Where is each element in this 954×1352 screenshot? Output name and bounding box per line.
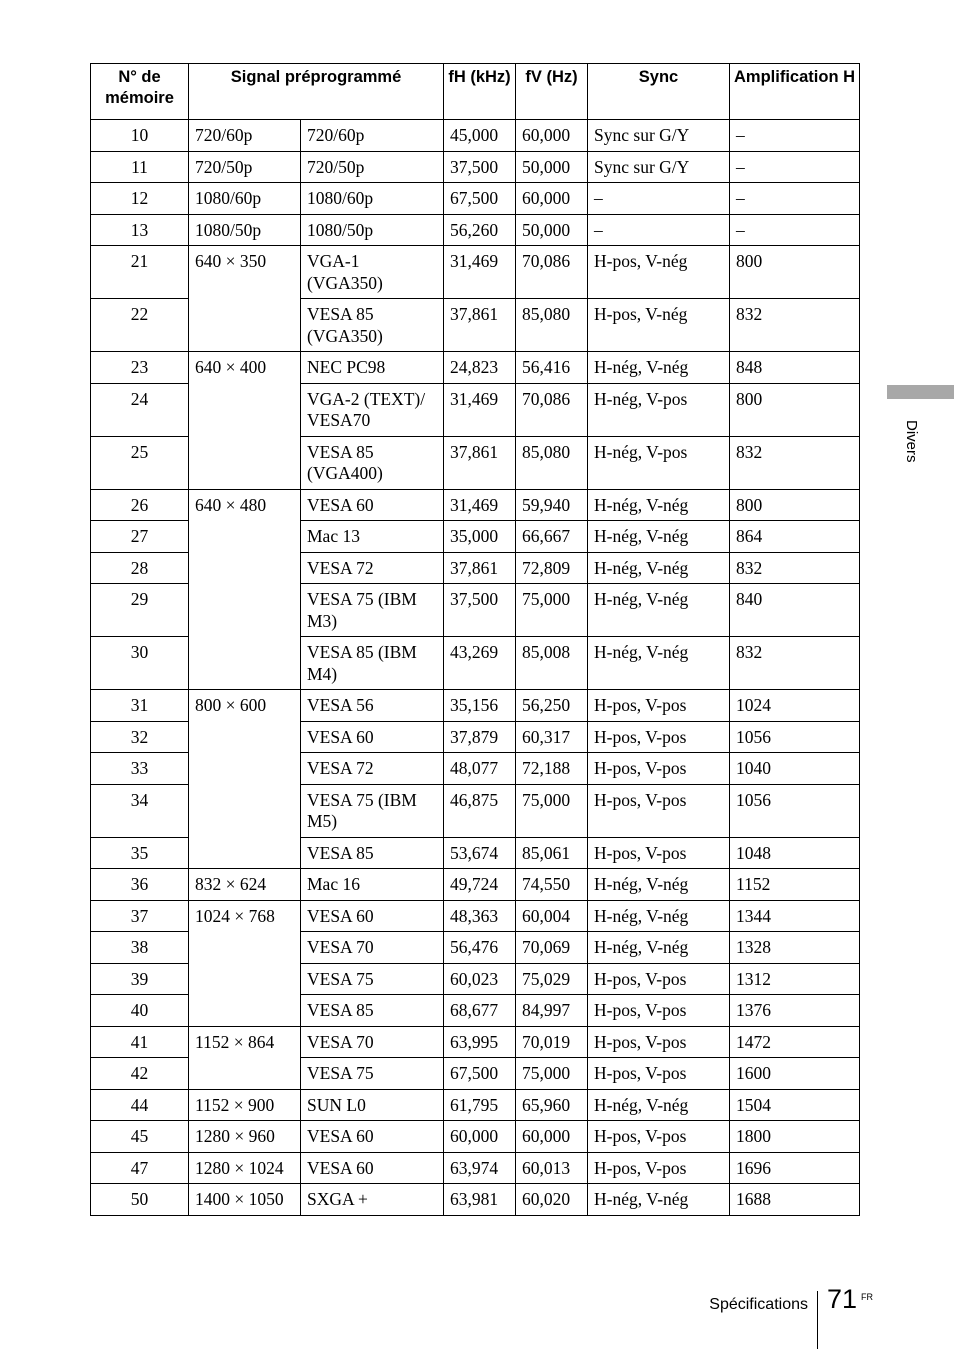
sync-cell: H-nég, V-nég bbox=[588, 352, 730, 384]
signal-name-cell: 1080/60p bbox=[301, 183, 444, 215]
resolution-cell bbox=[189, 521, 301, 553]
memory-number-cell: 29 bbox=[91, 584, 189, 637]
signal-name-cell: VESA 75 bbox=[301, 1058, 444, 1090]
fv-cell: 50,000 bbox=[516, 151, 588, 183]
resolution-cell: 1152 × 900 bbox=[189, 1089, 301, 1121]
memory-number-cell: 44 bbox=[91, 1089, 189, 1121]
fv-cell: 75,000 bbox=[516, 1058, 588, 1090]
table-row bbox=[91, 521, 860, 553]
memory-number-cell: 32 bbox=[91, 721, 189, 753]
memory-number-cell: 41 bbox=[91, 1026, 189, 1058]
fh-cell: 63,974 bbox=[444, 1152, 516, 1184]
fv-cell: 70,019 bbox=[516, 1026, 588, 1058]
fh-cell: 60,000 bbox=[444, 1121, 516, 1153]
amplification-cell: 1056 bbox=[730, 784, 860, 837]
sync-cell: H-nég, V-nég bbox=[588, 1184, 730, 1216]
sync-cell: H-pos, V-nég bbox=[588, 246, 730, 299]
signal-name-cell: VESA 72 bbox=[301, 753, 444, 785]
footer-section: Spécifications bbox=[709, 1296, 808, 1313]
amplification-cell: 1688 bbox=[730, 1184, 860, 1216]
header-amp: Amplification H bbox=[730, 64, 860, 120]
page-language: FR bbox=[861, 1292, 873, 1302]
signal-name-cell: VESA 75 bbox=[301, 963, 444, 995]
resolution-cell: 640 × 480 bbox=[189, 489, 301, 521]
amplification-cell: – bbox=[730, 214, 860, 246]
amplification-cell: 1040 bbox=[730, 753, 860, 785]
table-row bbox=[91, 1026, 860, 1058]
sync-cell: H-pos, V-pos bbox=[588, 1121, 730, 1153]
sync-cell: H-pos, V-pos bbox=[588, 995, 730, 1027]
fv-cell: 72,188 bbox=[516, 753, 588, 785]
signal-name-cell: VESA 70 bbox=[301, 932, 444, 964]
amplification-cell: 800 bbox=[730, 489, 860, 521]
fv-cell: 85,080 bbox=[516, 299, 588, 352]
table-row bbox=[91, 900, 860, 932]
amplification-cell: 1328 bbox=[730, 932, 860, 964]
memory-number-cell: 42 bbox=[91, 1058, 189, 1090]
resolution-cell: 800 × 600 bbox=[189, 690, 301, 722]
resolution-cell bbox=[189, 1058, 301, 1090]
table-row bbox=[91, 753, 860, 785]
resolution-cell bbox=[189, 299, 301, 352]
fv-cell: 50,000 bbox=[516, 214, 588, 246]
memory-number-cell: 11 bbox=[91, 151, 189, 183]
memory-number-cell: 37 bbox=[91, 900, 189, 932]
signal-name-cell: VESA 75 (IBM M5) bbox=[301, 784, 444, 837]
fh-cell: 49,724 bbox=[444, 869, 516, 901]
amplification-cell: 1696 bbox=[730, 1152, 860, 1184]
amplification-cell: 1344 bbox=[730, 900, 860, 932]
signal-name-cell: VESA 85 (IBM M4) bbox=[301, 637, 444, 690]
fv-cell: 60,000 bbox=[516, 120, 588, 152]
fh-cell: 37,879 bbox=[444, 721, 516, 753]
amplification-cell: 1048 bbox=[730, 837, 860, 869]
fv-cell: 75,029 bbox=[516, 963, 588, 995]
resolution-cell: 1080/50p bbox=[189, 214, 301, 246]
amplification-cell: 832 bbox=[730, 552, 860, 584]
sync-cell: H-pos, V-pos bbox=[588, 963, 730, 995]
signal-name-cell: 720/50p bbox=[301, 151, 444, 183]
footer-divider bbox=[817, 1291, 818, 1349]
fv-cell: 56,416 bbox=[516, 352, 588, 384]
sync-cell: H-nég, V-nég bbox=[588, 869, 730, 901]
fh-cell: 63,981 bbox=[444, 1184, 516, 1216]
resolution-cell: 720/50p bbox=[189, 151, 301, 183]
fv-cell: 60,004 bbox=[516, 900, 588, 932]
sync-cell: H-nég, V-pos bbox=[588, 436, 730, 489]
sync-cell: H-pos, V-pos bbox=[588, 1026, 730, 1058]
fh-cell: 37,500 bbox=[444, 584, 516, 637]
fh-cell: 68,677 bbox=[444, 995, 516, 1027]
amplification-cell: 848 bbox=[730, 352, 860, 384]
resolution-cell bbox=[189, 721, 301, 753]
table-row bbox=[91, 1152, 860, 1184]
resolution-cell bbox=[189, 584, 301, 637]
fh-cell: 63,995 bbox=[444, 1026, 516, 1058]
signal-name-cell: VESA 56 bbox=[301, 690, 444, 722]
header-fv: fV (Hz) bbox=[516, 64, 588, 120]
memory-number-cell: 13 bbox=[91, 214, 189, 246]
fh-cell: 31,469 bbox=[444, 383, 516, 436]
amplification-cell: 800 bbox=[730, 246, 860, 299]
table-row bbox=[91, 932, 860, 964]
memory-number-cell: 30 bbox=[91, 637, 189, 690]
fv-cell: 60,317 bbox=[516, 721, 588, 753]
signal-name-cell: VESA 60 bbox=[301, 489, 444, 521]
table-row bbox=[91, 120, 860, 152]
memory-number-cell: 21 bbox=[91, 246, 189, 299]
memory-number-cell: 31 bbox=[91, 690, 189, 722]
fh-cell: 67,500 bbox=[444, 1058, 516, 1090]
signal-name-cell: VESA 60 bbox=[301, 1152, 444, 1184]
sync-cell: Sync sur G/Y bbox=[588, 120, 730, 152]
fh-cell: 45,000 bbox=[444, 120, 516, 152]
signal-name-cell: VESA 85 (VGA350) bbox=[301, 299, 444, 352]
fh-cell: 46,875 bbox=[444, 784, 516, 837]
fv-cell: 66,667 bbox=[516, 521, 588, 553]
fh-cell: 35,156 bbox=[444, 690, 516, 722]
header-row bbox=[91, 64, 860, 120]
header-signal: Signal préprogrammé bbox=[189, 64, 444, 120]
memory-number-cell: 45 bbox=[91, 1121, 189, 1153]
fv-cell: 75,000 bbox=[516, 584, 588, 637]
amplification-cell: 1024 bbox=[730, 690, 860, 722]
fv-cell: 60,020 bbox=[516, 1184, 588, 1216]
table-row bbox=[91, 552, 860, 584]
fv-cell: 60,013 bbox=[516, 1152, 588, 1184]
sync-cell: – bbox=[588, 183, 730, 215]
resolution-cell: 1400 × 1050 bbox=[189, 1184, 301, 1216]
table-row bbox=[91, 637, 860, 690]
amplification-cell: 1376 bbox=[730, 995, 860, 1027]
table-row bbox=[91, 1121, 860, 1153]
resolution-cell: 720/60p bbox=[189, 120, 301, 152]
table-row bbox=[91, 1184, 860, 1216]
memory-number-cell: 50 bbox=[91, 1184, 189, 1216]
fh-cell: 48,363 bbox=[444, 900, 516, 932]
fv-cell: 60,000 bbox=[516, 1121, 588, 1153]
fh-cell: 53,674 bbox=[444, 837, 516, 869]
signal-name-cell: SUN L0 bbox=[301, 1089, 444, 1121]
table-body bbox=[91, 120, 860, 1216]
header-sync: Sync bbox=[588, 64, 730, 120]
amplification-cell: – bbox=[730, 120, 860, 152]
resolution-cell bbox=[189, 995, 301, 1027]
table-row bbox=[91, 1089, 860, 1121]
resolution-cell: 640 × 400 bbox=[189, 352, 301, 384]
resolution-cell bbox=[189, 383, 301, 436]
signal-name-cell: 720/60p bbox=[301, 120, 444, 152]
fv-cell: 56,250 bbox=[516, 690, 588, 722]
table-row bbox=[91, 436, 860, 489]
resolution-cell bbox=[189, 837, 301, 869]
signal-name-cell: SXGA + bbox=[301, 1184, 444, 1216]
resolution-cell: 832 × 624 bbox=[189, 869, 301, 901]
sync-cell: H-pos, V-pos bbox=[588, 784, 730, 837]
fv-cell: 75,000 bbox=[516, 784, 588, 837]
table-row bbox=[91, 151, 860, 183]
fv-cell: 85,008 bbox=[516, 637, 588, 690]
sync-cell: H-pos, V-pos bbox=[588, 753, 730, 785]
sync-cell: Sync sur G/Y bbox=[588, 151, 730, 183]
fh-cell: 37,500 bbox=[444, 151, 516, 183]
amplification-cell: 840 bbox=[730, 584, 860, 637]
sync-cell: H-nég, V-pos bbox=[588, 383, 730, 436]
table-row bbox=[91, 869, 860, 901]
sync-cell: H-pos, V-pos bbox=[588, 721, 730, 753]
fh-cell: 43,269 bbox=[444, 637, 516, 690]
fv-cell: 70,086 bbox=[516, 246, 588, 299]
resolution-cell: 1024 × 768 bbox=[189, 900, 301, 932]
amplification-cell: 1152 bbox=[730, 869, 860, 901]
signal-name-cell: 1080/50p bbox=[301, 214, 444, 246]
memory-number-cell: 35 bbox=[91, 837, 189, 869]
sync-cell: H-nég, V-nég bbox=[588, 489, 730, 521]
signal-name-cell: VESA 85 bbox=[301, 837, 444, 869]
sync-cell: H-pos, V-pos bbox=[588, 1058, 730, 1090]
signal-name-cell: Mac 13 bbox=[301, 521, 444, 553]
sync-cell: H-nég, V-nég bbox=[588, 584, 730, 637]
signal-name-cell: VGA-1 (VGA350) bbox=[301, 246, 444, 299]
amplification-cell: 832 bbox=[730, 637, 860, 690]
signal-name-cell: NEC PC98 bbox=[301, 352, 444, 384]
resolution-cell: 640 × 350 bbox=[189, 246, 301, 299]
memory-number-cell: 47 bbox=[91, 1152, 189, 1184]
fh-cell: 24,823 bbox=[444, 352, 516, 384]
memory-number-cell: 12 bbox=[91, 183, 189, 215]
memory-number-cell: 23 bbox=[91, 352, 189, 384]
sync-cell: H-pos, V-nég bbox=[588, 299, 730, 352]
fv-cell: 70,086 bbox=[516, 383, 588, 436]
fh-cell: 37,861 bbox=[444, 552, 516, 584]
table-row bbox=[91, 1058, 860, 1090]
amplification-cell: – bbox=[730, 183, 860, 215]
fh-cell: 60,023 bbox=[444, 963, 516, 995]
memory-number-cell: 39 bbox=[91, 963, 189, 995]
fh-cell: 56,476 bbox=[444, 932, 516, 964]
table-row bbox=[91, 214, 860, 246]
fv-cell: 59,940 bbox=[516, 489, 588, 521]
resolution-cell bbox=[189, 436, 301, 489]
header-memory: N° de mémoire bbox=[91, 64, 189, 120]
table-row bbox=[91, 995, 860, 1027]
resolution-cell bbox=[189, 637, 301, 690]
fh-cell: 31,469 bbox=[444, 489, 516, 521]
amplification-cell: 832 bbox=[730, 436, 860, 489]
sync-cell: H-nég, V-nég bbox=[588, 932, 730, 964]
memory-number-cell: 22 bbox=[91, 299, 189, 352]
table-row bbox=[91, 690, 860, 722]
signal-name-cell: VESA 85 (VGA400) bbox=[301, 436, 444, 489]
signal-name-cell: VESA 60 bbox=[301, 900, 444, 932]
page-number: 71 bbox=[827, 1284, 858, 1314]
fv-cell: 70,069 bbox=[516, 932, 588, 964]
amplification-cell: 1472 bbox=[730, 1026, 860, 1058]
fv-cell: 60,000 bbox=[516, 183, 588, 215]
memory-number-cell: 34 bbox=[91, 784, 189, 837]
table-row bbox=[91, 383, 860, 436]
fh-cell: 67,500 bbox=[444, 183, 516, 215]
resolution-cell bbox=[189, 784, 301, 837]
side-tab-label: Divers bbox=[903, 420, 920, 463]
fh-cell: 48,077 bbox=[444, 753, 516, 785]
side-tab-marker bbox=[887, 385, 954, 399]
resolution-cell bbox=[189, 932, 301, 964]
sync-cell: H-nég, V-nég bbox=[588, 1089, 730, 1121]
signal-name-cell: VESA 70 bbox=[301, 1026, 444, 1058]
sync-cell: H-nég, V-nég bbox=[588, 637, 730, 690]
resolution-cell: 1280 × 960 bbox=[189, 1121, 301, 1153]
table-row bbox=[91, 721, 860, 753]
fh-cell: 31,469 bbox=[444, 246, 516, 299]
resolution-cell bbox=[189, 963, 301, 995]
sync-cell: H-nég, V-nég bbox=[588, 552, 730, 584]
sync-cell: – bbox=[588, 214, 730, 246]
fh-cell: 56,260 bbox=[444, 214, 516, 246]
fh-cell: 61,795 bbox=[444, 1089, 516, 1121]
table-row bbox=[91, 584, 860, 637]
signal-name-cell: VESA 60 bbox=[301, 1121, 444, 1153]
amplification-cell: 1504 bbox=[730, 1089, 860, 1121]
fv-cell: 84,997 bbox=[516, 995, 588, 1027]
resolution-cell bbox=[189, 753, 301, 785]
table-row bbox=[91, 299, 860, 352]
amplification-cell: 800 bbox=[730, 383, 860, 436]
table-row bbox=[91, 183, 860, 215]
fh-cell: 35,000 bbox=[444, 521, 516, 553]
memory-number-cell: 27 bbox=[91, 521, 189, 553]
table-row bbox=[91, 784, 860, 837]
memory-number-cell: 36 bbox=[91, 869, 189, 901]
sync-cell: H-pos, V-pos bbox=[588, 690, 730, 722]
amplification-cell: 1312 bbox=[730, 963, 860, 995]
amplification-cell: – bbox=[730, 151, 860, 183]
memory-number-cell: 26 bbox=[91, 489, 189, 521]
signal-table bbox=[90, 63, 860, 1216]
sync-cell: H-pos, V-pos bbox=[588, 837, 730, 869]
memory-number-cell: 28 bbox=[91, 552, 189, 584]
fv-cell: 65,960 bbox=[516, 1089, 588, 1121]
signal-name-cell: VESA 60 bbox=[301, 721, 444, 753]
fv-cell: 72,809 bbox=[516, 552, 588, 584]
memory-number-cell: 40 bbox=[91, 995, 189, 1027]
amplification-cell: 1600 bbox=[730, 1058, 860, 1090]
signal-name-cell: VESA 75 (IBM M3) bbox=[301, 584, 444, 637]
header-fh: fH (kHz) bbox=[444, 64, 516, 120]
resolution-cell: 1152 × 864 bbox=[189, 1026, 301, 1058]
resolution-cell: 1280 × 1024 bbox=[189, 1152, 301, 1184]
memory-number-cell: 24 bbox=[91, 383, 189, 436]
fv-cell: 85,080 bbox=[516, 436, 588, 489]
fh-cell: 37,861 bbox=[444, 436, 516, 489]
amplification-cell: 1800 bbox=[730, 1121, 860, 1153]
amplification-cell: 832 bbox=[730, 299, 860, 352]
resolution-cell: 1080/60p bbox=[189, 183, 301, 215]
signal-name-cell: VESA 85 bbox=[301, 995, 444, 1027]
table-row bbox=[91, 246, 860, 299]
memory-number-cell: 10 bbox=[91, 120, 189, 152]
table-row bbox=[91, 837, 860, 869]
fv-cell: 74,550 bbox=[516, 869, 588, 901]
table-row bbox=[91, 352, 860, 384]
fv-cell: 85,061 bbox=[516, 837, 588, 869]
sync-cell: H-nég, V-nég bbox=[588, 521, 730, 553]
signal-name-cell: VESA 72 bbox=[301, 552, 444, 584]
sync-cell: H-nég, V-nég bbox=[588, 900, 730, 932]
fh-cell: 37,861 bbox=[444, 299, 516, 352]
memory-number-cell: 38 bbox=[91, 932, 189, 964]
amplification-cell: 864 bbox=[730, 521, 860, 553]
memory-number-cell: 25 bbox=[91, 436, 189, 489]
memory-number-cell: 33 bbox=[91, 753, 189, 785]
amplification-cell: 1056 bbox=[730, 721, 860, 753]
table-row bbox=[91, 963, 860, 995]
resolution-cell bbox=[189, 552, 301, 584]
sync-cell: H-pos, V-pos bbox=[588, 1152, 730, 1184]
signal-name-cell: VGA-2 (TEXT)/ VESA70 bbox=[301, 383, 444, 436]
signal-name-cell: Mac 16 bbox=[301, 869, 444, 901]
table-row bbox=[91, 489, 860, 521]
